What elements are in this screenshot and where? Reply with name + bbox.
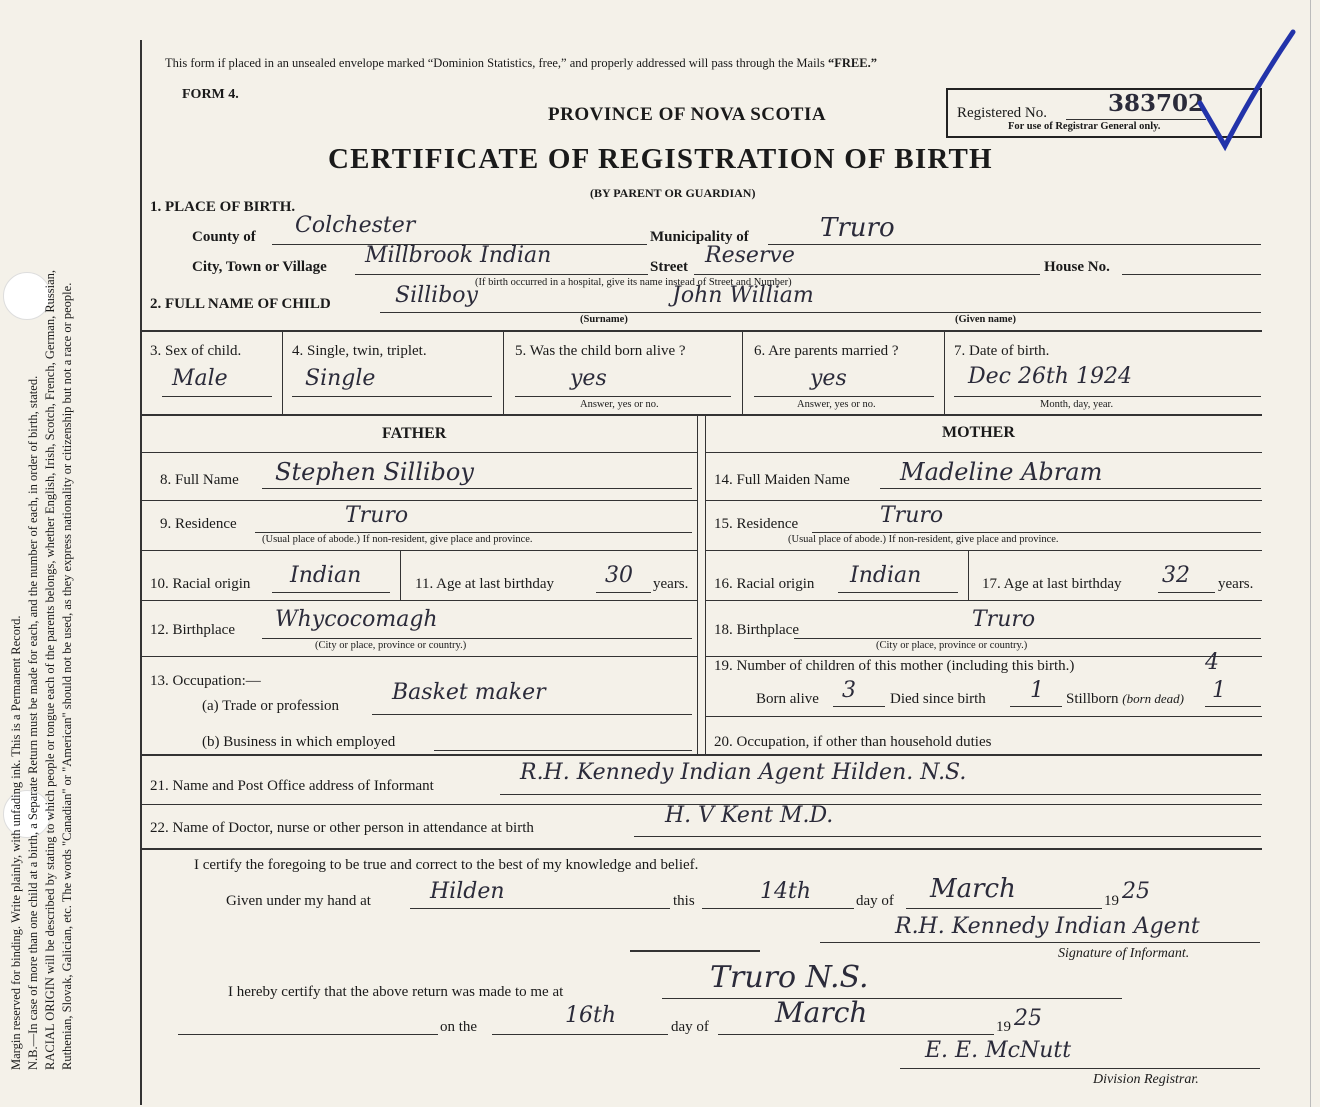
county-label: County of bbox=[192, 229, 256, 245]
municipality-value: Truro bbox=[820, 213, 895, 243]
return-year: 25 bbox=[1014, 1006, 1042, 1031]
margin-instructions bbox=[8, 10, 76, 1100]
day-of-label: day of bbox=[856, 893, 894, 909]
return-day-of-label: day of bbox=[671, 1019, 709, 1035]
died-value: 1 bbox=[1030, 678, 1044, 703]
mother-race-label: 16. Racial origin bbox=[714, 576, 815, 592]
father-birthplace-label: 12. Birthplace bbox=[150, 622, 235, 638]
child-surname: Silliboy bbox=[395, 283, 478, 308]
father-race-value: Indian bbox=[290, 563, 362, 588]
divider-child bbox=[142, 330, 1262, 332]
form-right-border bbox=[1310, 0, 1311, 1107]
informant-signature-caption: Signature of Informant. bbox=[1058, 946, 1190, 961]
father-business-label: (b) Business in which employed bbox=[202, 734, 396, 750]
father-name-value: Stephen Silliboy bbox=[275, 458, 474, 486]
mother-name-label: 14. Full Maiden Name bbox=[714, 472, 850, 488]
father-race-label: 10. Racial origin bbox=[150, 576, 251, 592]
return-month: March bbox=[775, 996, 868, 1029]
mother-residence-value: Truro bbox=[880, 503, 944, 528]
margin-line-2: N.B.—In case of more than one child at a birth, a Separate Return must be made for each, and the number of each, in order of birth, stated. bbox=[26, 375, 40, 1070]
registered-note: For use of Registrar General only. bbox=[1008, 121, 1161, 132]
surname-caption: (Surname) bbox=[580, 314, 628, 325]
mother-heading: MOTHER bbox=[942, 424, 1015, 441]
mother-residence-caption: (Usual place of abode.) If non-resident, give place and province. bbox=[788, 534, 1059, 545]
child-name-label: 2. FULL NAME OF CHILD bbox=[150, 296, 331, 312]
registrar-caption: Division Registrar. bbox=[1093, 1072, 1199, 1087]
married-caption: Answer, yes or no. bbox=[797, 399, 876, 410]
month-value: March bbox=[930, 874, 1016, 904]
alive-caption: Answer, yes or no. bbox=[580, 399, 659, 410]
mail-notice: This form if placed in an unsealed envelope marked “Dominion Statistics, free,” and properly addressed will pass through the Mails “FREE.” bbox=[165, 56, 877, 70]
given-label: Given under my hand at bbox=[226, 893, 371, 909]
father-residence-label: 9. Residence bbox=[160, 516, 237, 532]
registrar-signature: E. E. McNutt bbox=[925, 1038, 1072, 1063]
mother-birthplace-label: 18. Birthplace bbox=[714, 622, 799, 638]
mother-age-label: 17. Age at last birthday bbox=[982, 576, 1122, 592]
father-age-unit: years. bbox=[653, 576, 689, 592]
alive-label: 5. Was the child born alive ? bbox=[515, 343, 686, 359]
divider-certification bbox=[142, 848, 1262, 850]
dob-label: 7. Date of birth. bbox=[954, 343, 1050, 359]
informant-label: 21. Name and Post Office address of Informant bbox=[150, 778, 434, 794]
street-value: Reserve bbox=[705, 243, 795, 268]
father-trade-value: Basket maker bbox=[392, 680, 546, 705]
mother-children-value: 4 bbox=[1205, 650, 1219, 675]
father-age-label: 11. Age at last birthday bbox=[415, 576, 554, 592]
street-label: Street bbox=[650, 259, 689, 275]
hospital-note: (If birth occurred in a hospital, give its name instead of Street and Number) bbox=[475, 277, 792, 288]
informant-value: R.H. Kennedy Indian Agent Hilden. N.S. bbox=[520, 760, 967, 785]
margin-line-1: Margin reserved for binding. Write plainly, with unfading ink. This is a Permanent Record. bbox=[9, 615, 23, 1070]
doctor-value: H. V Kent M.D. bbox=[665, 803, 834, 828]
checkmark-icon bbox=[1195, 28, 1300, 153]
plurality-label: 4. Single, twin, triplet. bbox=[292, 343, 427, 359]
father-trade-label: (a) Trade or profession bbox=[202, 698, 340, 714]
married-label: 6. Are parents married ? bbox=[754, 343, 899, 359]
margin-line-4: Ruthenian, Slovak, Galician, etc. The words "Canadian" or "American" should not be used, as they express nationality or citizenship but not a race or people. bbox=[60, 282, 74, 1070]
place-heading: 1. PLACE OF BIRTH. bbox=[150, 199, 296, 215]
year-prefix: 19 bbox=[1104, 893, 1119, 909]
on-the-label: on the bbox=[440, 1019, 478, 1035]
city-label: City, Town or Village bbox=[192, 259, 327, 275]
return-year-prefix: 19 bbox=[996, 1019, 1011, 1035]
form-number: FORM 4. bbox=[182, 87, 239, 102]
divider-parents bbox=[142, 414, 1262, 416]
sex-value: Male bbox=[172, 366, 228, 391]
father-age-value: 30 bbox=[605, 563, 633, 588]
margin-line-3: RACIAL ORIGIN will be described by stating to which people or tongue each of the parents belongs, whether English, Irish, Scotch, French, German, Russian, bbox=[43, 269, 57, 1070]
married-value: yes bbox=[810, 366, 847, 391]
sex-label: 3. Sex of child. bbox=[150, 343, 242, 359]
father-occupation-label: 13. Occupation:— bbox=[150, 673, 261, 689]
county-value: Colchester bbox=[295, 213, 416, 238]
born-alive-label: Born alive bbox=[756, 691, 819, 707]
return-place: Truro N.S. bbox=[710, 960, 869, 995]
father-residence-caption: (Usual place of abode.) If non-resident, give place and province. bbox=[262, 534, 533, 545]
father-birthplace-caption: (City or place, province or country.) bbox=[315, 640, 467, 651]
dob-value: Dec 26th 1924 bbox=[968, 364, 1132, 389]
city-value: Millbrook Indian bbox=[365, 243, 552, 268]
died-label: Died since birth bbox=[890, 691, 986, 707]
registered-label: Registered No. bbox=[957, 105, 1047, 121]
year-value: 25 bbox=[1122, 879, 1150, 904]
mother-age-value: 32 bbox=[1162, 563, 1190, 588]
certify-statement: I certify the foregoing to be true and correct to the best of my knowledge and belief. bbox=[194, 857, 699, 873]
this-label: this bbox=[673, 893, 695, 909]
return-label: I hereby certify that the above return was made to me at bbox=[228, 984, 564, 1000]
mother-birthplace-value: Truro bbox=[972, 607, 1036, 632]
mother-birthplace-caption: (City or place, province or country.) bbox=[876, 640, 1028, 651]
divider-informant bbox=[142, 754, 1262, 756]
municipality-label: Municipality of bbox=[650, 229, 749, 245]
stillborn-text: Stillborn bbox=[1066, 691, 1119, 707]
stillborn-value: 1 bbox=[1212, 678, 1226, 703]
informant-signature: R.H. Kennedy Indian Agent bbox=[895, 914, 1200, 939]
registered-value: 383702 bbox=[1108, 90, 1205, 117]
given-caption: (Given name) bbox=[955, 314, 1016, 325]
alive-value: yes bbox=[570, 366, 607, 391]
stillborn-label bbox=[1066, 691, 1184, 708]
house-label: House No. bbox=[1044, 259, 1110, 275]
dob-caption: Month, day, year. bbox=[1040, 399, 1114, 410]
mother-residence-label: 15. Residence bbox=[714, 516, 799, 532]
page-title: CERTIFICATE OF REGISTRATION OF BIRTH bbox=[328, 143, 993, 175]
page-subtitle: (BY PARENT OR GUARDIAN) bbox=[590, 186, 756, 200]
province-heading: PROVINCE OF NOVA SCOTIA bbox=[548, 104, 827, 125]
return-day: 16th bbox=[565, 1003, 617, 1028]
plurality-value: Single bbox=[305, 366, 376, 391]
mother-children-label: 19. Number of children of this mother (including this birth.) bbox=[714, 658, 1075, 674]
day-value: 14th bbox=[760, 879, 812, 904]
doctor-label: 22. Name of Doctor, nurse or other person in attendance at birth bbox=[150, 820, 534, 836]
mother-name-value: Madeline Abram bbox=[900, 458, 1103, 486]
born-alive-value: 3 bbox=[842, 678, 856, 703]
stillborn-note: (born dead) bbox=[1122, 691, 1185, 706]
given-place: Hilden bbox=[430, 879, 505, 904]
mail-free: “FREE.” bbox=[828, 56, 877, 70]
father-name-label: 8. Full Name bbox=[160, 472, 239, 488]
child-given-name: John William bbox=[672, 283, 814, 308]
form-left-border bbox=[140, 40, 142, 1105]
father-birthplace-value: Whycocomagh bbox=[275, 607, 438, 632]
father-heading: FATHER bbox=[382, 425, 447, 442]
mother-age-unit: years. bbox=[1218, 576, 1254, 592]
mother-occupation-label: 20. Occupation, if other than household duties bbox=[714, 734, 992, 750]
father-residence-value: Truro bbox=[345, 503, 409, 528]
mother-race-value: Indian bbox=[850, 563, 922, 588]
